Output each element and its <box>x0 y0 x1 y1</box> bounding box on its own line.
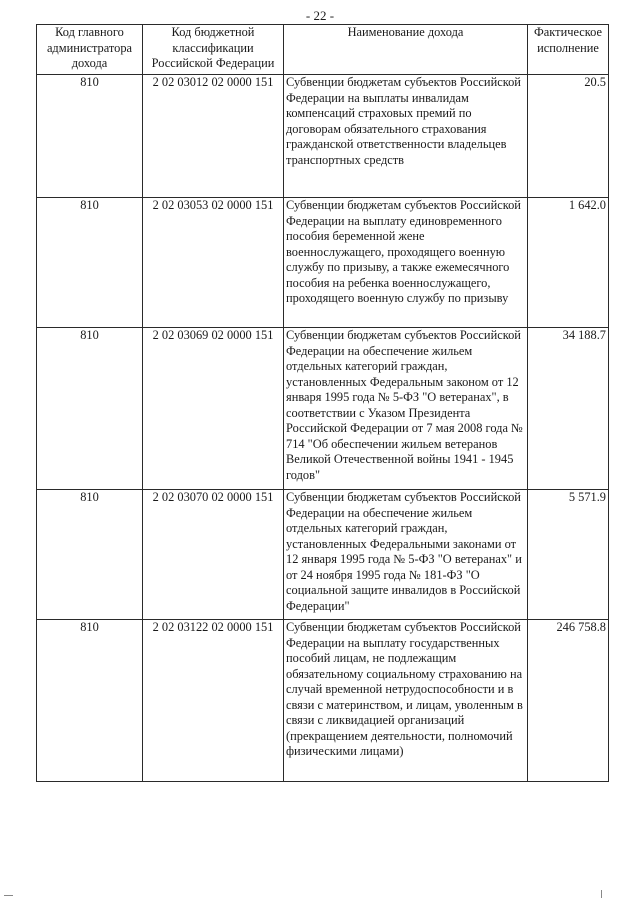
scan-artifact-mark <box>601 890 602 898</box>
admin-code-cell: 810 <box>37 75 143 198</box>
amount-cell: 34 188.7 <box>528 328 609 490</box>
table-row <box>37 620 609 782</box>
page-number: - 22 - <box>305 8 335 23</box>
revenue-name-cell: Субвенции бюджетам субъектов Российской Федерации на выплату единовременного пособия беременной жене военнослужащего, проходящего военную службу по призыву, а также ежемесячного пособия на ребенка военнослужащего, проходящего военную службу по призыву <box>284 198 528 328</box>
table-row <box>37 490 609 620</box>
amount-cell: 1 642.0 <box>528 198 609 328</box>
header-budget-code: Код бюджетной классификации Российской Федерации <box>143 25 284 75</box>
table-row <box>37 75 609 198</box>
budget-code-cell: 2 02 03122 02 0000 151 <box>143 620 284 782</box>
revenue-name-cell: Субвенции бюджетам субъектов Российской Федерации на выплаты инвалидам компенсаций страховых премий по договорам обязательного страхования гражданской ответственности владельцев транспортных средств <box>284 75 528 198</box>
revenue-table <box>36 24 609 782</box>
table-body <box>37 75 609 782</box>
scan-artifact-mark <box>4 895 13 896</box>
header-actual-execution: Фактическое исполнение <box>528 25 609 75</box>
amount-cell: 5 571.9 <box>528 490 609 620</box>
admin-code-cell: 810 <box>37 198 143 328</box>
header-revenue-name: Наименование дохода <box>284 25 528 75</box>
budget-code-cell: 2 02 03012 02 0000 151 <box>143 75 284 198</box>
table-row <box>37 198 609 328</box>
amount-cell: 20.5 <box>528 75 609 198</box>
admin-code-cell: 810 <box>37 328 143 490</box>
admin-code-cell: 810 <box>37 490 143 620</box>
table-header <box>37 25 609 75</box>
budget-code-cell: 2 02 03069 02 0000 151 <box>143 328 284 490</box>
budget-code-cell: 2 02 03070 02 0000 151 <box>143 490 284 620</box>
table-row <box>37 328 609 490</box>
revenue-name-cell: Субвенции бюджетам субъектов Российской Федерации на выплату государственных пособий лицам, не подлежащим обязательному социальному страхованию на случай временной нетрудоспособности и в связи с материнством, и лицам, уволенным в связи с ликвидацией организаций (прекращением деятельности, полномочий физическими лицами) <box>284 620 528 782</box>
budget-code-cell: 2 02 03053 02 0000 151 <box>143 198 284 328</box>
header-row <box>37 25 609 75</box>
revenue-name-cell: Субвенции бюджетам субъектов Российской Федерации на обеспечение жильем отдельных категорий граждан, установленных Федеральными законами от 12 января 1995 года № 5-ФЗ "О ветеранах" и от 24 ноября 1995 года № 181-ФЗ "О социальной защите инвалидов в Российской Федерации" <box>284 490 528 620</box>
header-admin-code: Код главного администратора дохода <box>37 25 143 75</box>
admin-code-cell: 810 <box>37 620 143 782</box>
amount-cell: 246 758.8 <box>528 620 609 782</box>
revenue-name-cell: Субвенции бюджетам субъектов Российской Федерации на обеспечение жильем отдельных категорий граждан, установленных Федеральным законом от 12 января 1995 года № 5-ФЗ "О ветеранах", в соответствии с Указом Президента Российской Федерации от 7 мая 2008 года № 714 "Об обеспечении жильем ветеранов Великой Отечественной войны 1941 - 1945 годов" <box>284 328 528 490</box>
